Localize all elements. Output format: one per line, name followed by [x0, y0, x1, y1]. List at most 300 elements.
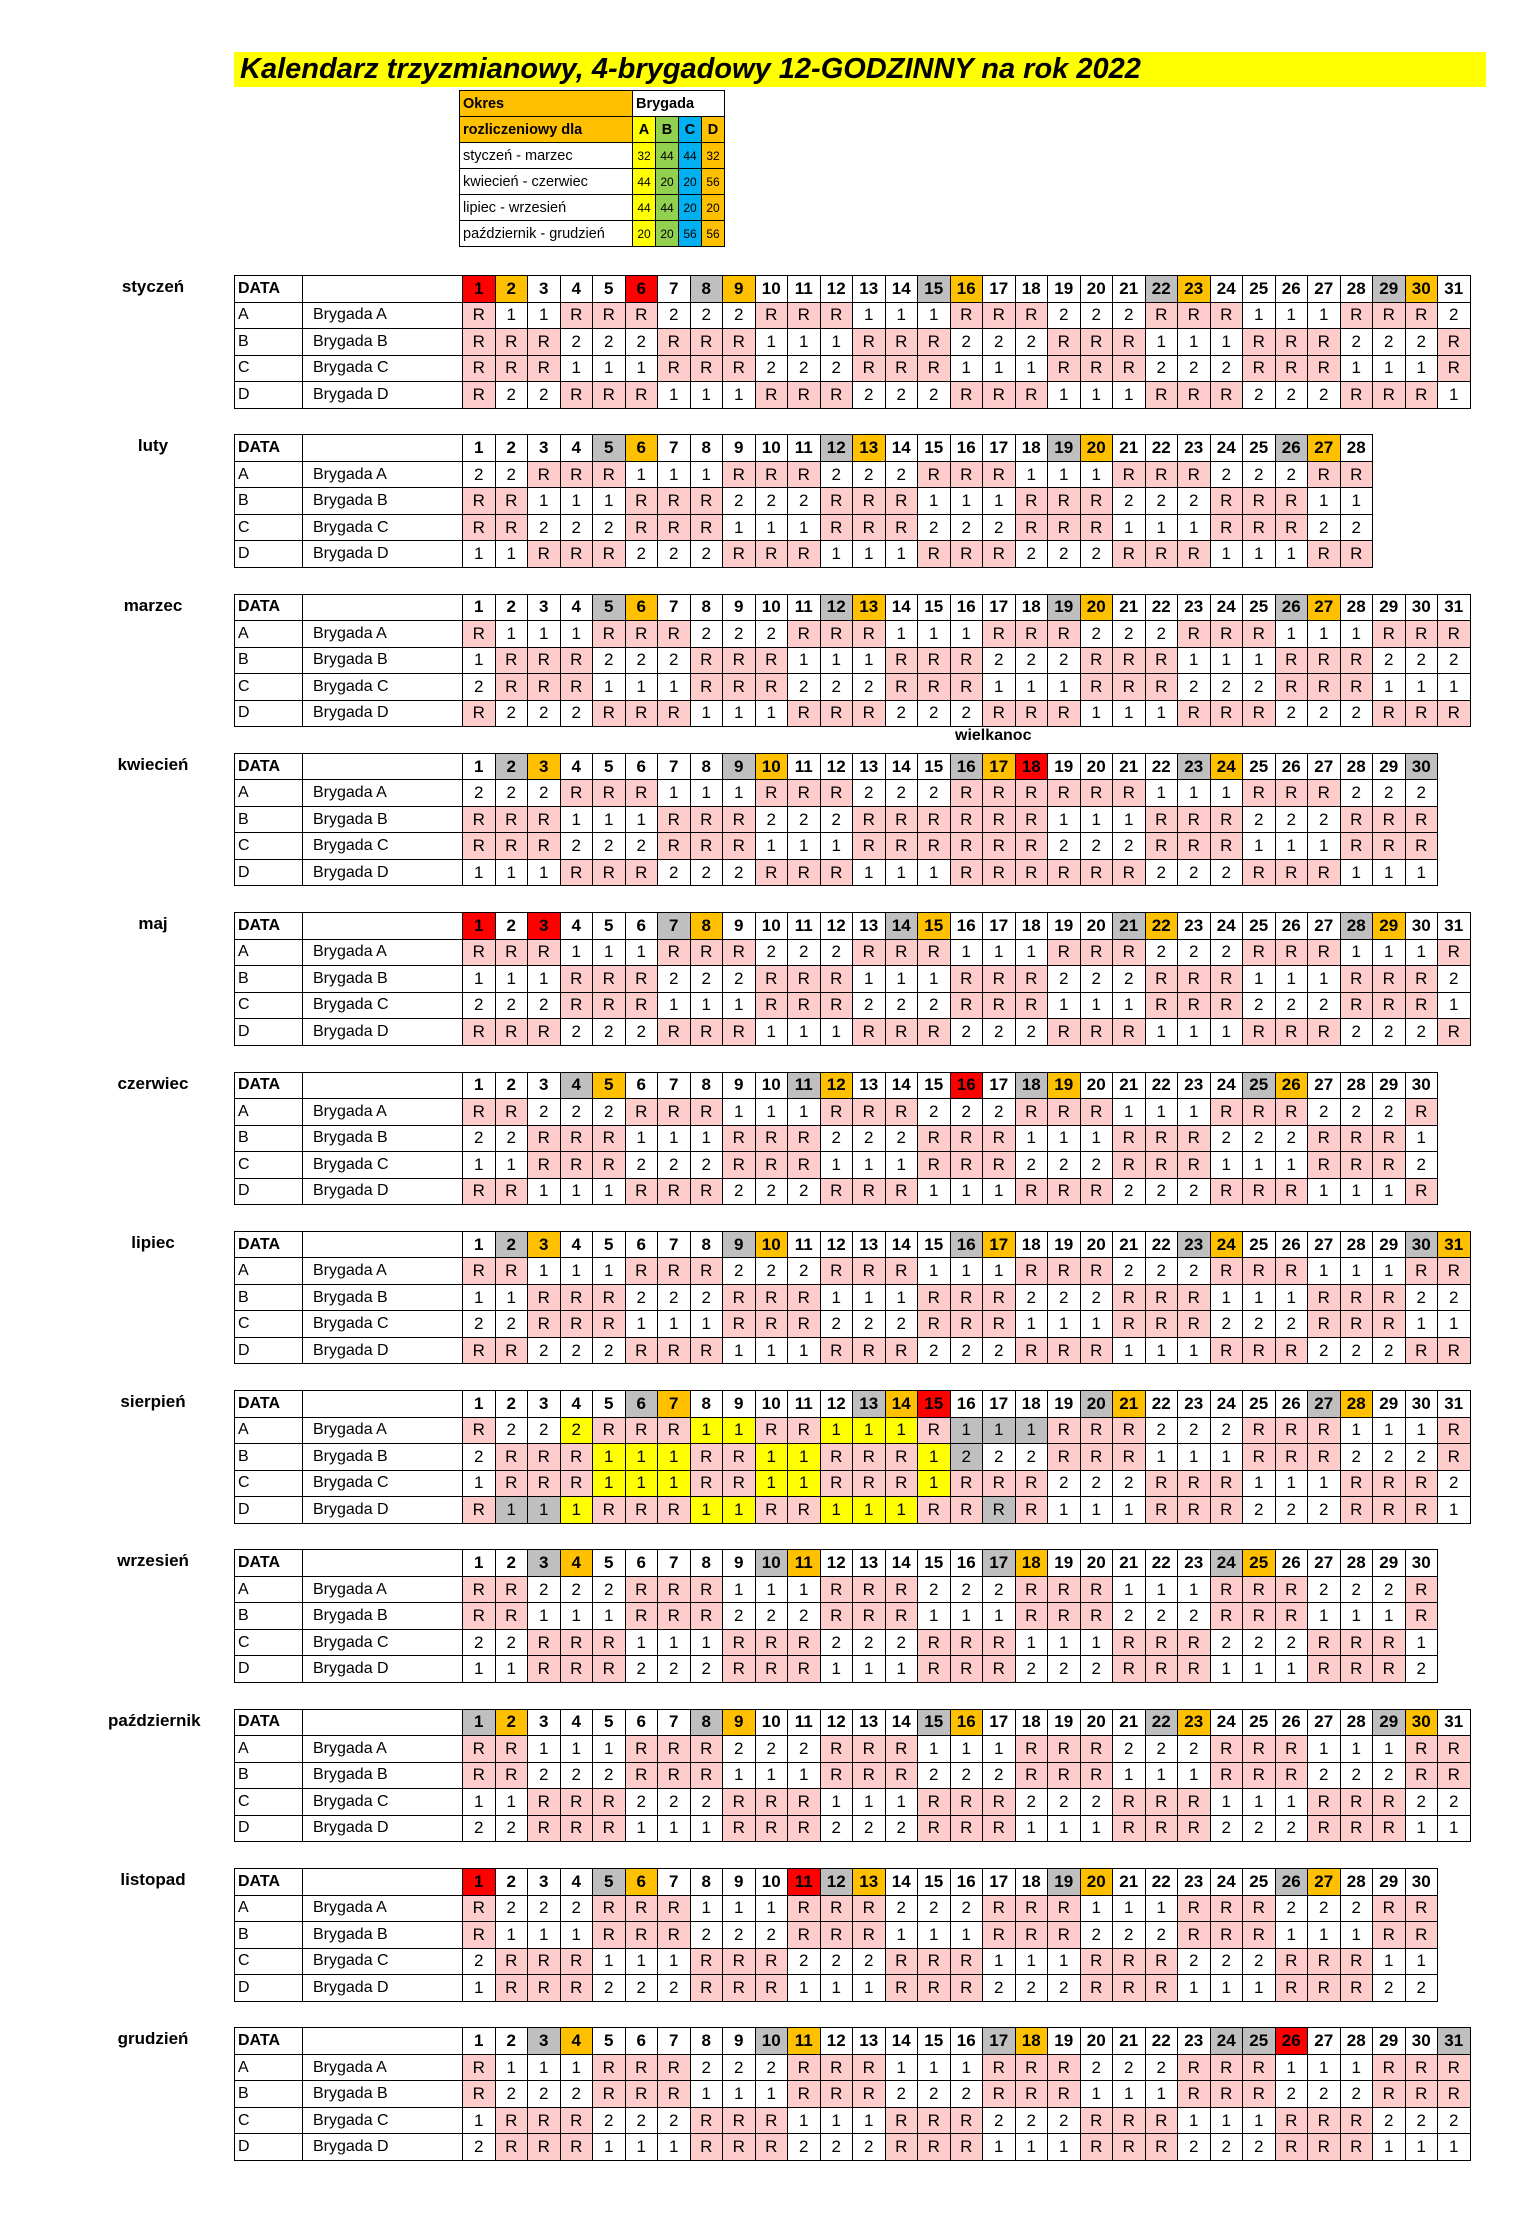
- shift-cell: R: [690, 488, 723, 515]
- day-header: 10: [755, 1550, 788, 1577]
- shift-cell: R: [885, 647, 918, 674]
- day-header: 25: [1243, 435, 1276, 462]
- shift-cell: 2: [1275, 1497, 1308, 1524]
- shift-cell: R: [1438, 329, 1471, 356]
- legend-hours-b: 44: [656, 143, 679, 169]
- shift-cell: R: [1373, 1656, 1406, 1683]
- shift-cell: R: [528, 674, 561, 701]
- shift-cell: 2: [755, 1258, 788, 1285]
- shift-cell: 2: [1308, 1895, 1341, 1922]
- shift-cell: R: [1340, 806, 1373, 833]
- shift-cell: R: [1308, 1975, 1341, 2002]
- shift-cell: 1: [1210, 541, 1243, 568]
- shift-cell: 1: [1015, 1417, 1048, 1444]
- shift-cell: 2: [885, 1125, 918, 1152]
- legend-header-period: Okres: [460, 91, 633, 117]
- day-header: 24: [1210, 435, 1243, 462]
- day-header: 30: [1405, 913, 1438, 940]
- shift-cell: 1: [983, 2134, 1016, 2161]
- shift-cell: R: [918, 461, 951, 488]
- shift-cell: 2: [528, 1895, 561, 1922]
- day-header: 21: [1113, 1231, 1146, 1258]
- day-header: 20: [1080, 1391, 1113, 1418]
- shift-cell: 1: [1438, 1311, 1471, 1338]
- shift-cell: 2: [820, 939, 853, 966]
- shift-cell: R: [560, 1656, 593, 1683]
- brigade-name: Brygada A: [303, 2054, 463, 2081]
- day-header: 28: [1340, 1391, 1373, 1418]
- brigade-id: A: [235, 461, 303, 488]
- shift-cell: 1: [820, 2107, 853, 2134]
- day-header: 31: [1438, 594, 1471, 621]
- day-header: 7: [658, 913, 691, 940]
- shift-cell: R: [950, 1948, 983, 1975]
- day-header: 28: [1340, 435, 1373, 462]
- shift-cell: 2: [1243, 1311, 1276, 1338]
- day-header: 13: [853, 276, 886, 303]
- shift-cell: 1: [983, 1948, 1016, 1975]
- day-header: 14: [885, 276, 918, 303]
- day-header: 8: [690, 753, 723, 780]
- day-header: 11: [788, 1709, 821, 1736]
- day-header: 13: [853, 1709, 886, 1736]
- shift-cell: 2: [1145, 1603, 1178, 1630]
- day-header: 9: [723, 1391, 756, 1418]
- day-header: 1: [463, 753, 496, 780]
- shift-cell: 1: [625, 1125, 658, 1152]
- brigade-id: A: [235, 621, 303, 648]
- day-header: 6: [625, 1550, 658, 1577]
- shift-cell: 1: [463, 1284, 496, 1311]
- shift-cell: R: [788, 541, 821, 568]
- legend-hours-d: 32: [702, 143, 725, 169]
- shift-cell: R: [1178, 1311, 1211, 1338]
- shift-cell: 1: [788, 1099, 821, 1126]
- legend-hours-a: 44: [633, 195, 656, 221]
- shift-cell: 2: [788, 1603, 821, 1630]
- shift-cell: R: [1243, 1762, 1276, 1789]
- shift-cell: 2: [495, 992, 528, 1019]
- shift-cell: R: [1275, 2134, 1308, 2161]
- shift-cell: R: [1275, 514, 1308, 541]
- shift-cell: R: [788, 992, 821, 1019]
- shift-cell: R: [1048, 939, 1081, 966]
- day-header: 25: [1243, 1709, 1276, 1736]
- shift-cell: 1: [820, 1019, 853, 1046]
- shift-cell: 2: [885, 461, 918, 488]
- shift-cell: R: [625, 992, 658, 1019]
- shift-cell: R: [1080, 1258, 1113, 1285]
- shift-cell: 1: [625, 1470, 658, 1497]
- brigade-id: C: [235, 1470, 303, 1497]
- shift-cell: R: [1405, 700, 1438, 727]
- shift-cell: 1: [723, 1099, 756, 1126]
- shift-cell: 2: [1308, 382, 1341, 409]
- shift-cell: R: [463, 329, 496, 356]
- shift-cell: 1: [788, 1019, 821, 1046]
- shift-cell: R: [1178, 1629, 1211, 1656]
- day-header: 5: [593, 1072, 626, 1099]
- shift-cell: R: [1340, 966, 1373, 993]
- shift-cell: 2: [690, 1656, 723, 1683]
- day-header: 23: [1178, 913, 1211, 940]
- shift-cell: 1: [853, 859, 886, 886]
- shift-cell: 1: [528, 1497, 561, 1524]
- shift-cell: 1: [1308, 1470, 1341, 1497]
- day-header: 6: [625, 435, 658, 462]
- shift-cell: 1: [560, 355, 593, 382]
- day-header: 7: [658, 276, 691, 303]
- shift-cell: 1: [788, 647, 821, 674]
- day-header: 11: [788, 753, 821, 780]
- shift-cell: R: [1145, 1470, 1178, 1497]
- day-header: 23: [1178, 594, 1211, 621]
- shift-cell: 2: [1113, 488, 1146, 515]
- shift-cell: 1: [1113, 382, 1146, 409]
- shift-cell: R: [495, 1019, 528, 1046]
- shift-cell: R: [1048, 1895, 1081, 1922]
- shift-cell: R: [918, 2134, 951, 2161]
- shift-cell: R: [1308, 1417, 1341, 1444]
- shift-cell: R: [918, 1125, 951, 1152]
- shift-cell: R: [918, 806, 951, 833]
- brigade-id: B: [235, 806, 303, 833]
- shift-cell: R: [1373, 2054, 1406, 2081]
- shift-cell: R: [1243, 1178, 1276, 1205]
- shift-cell: 1: [853, 541, 886, 568]
- shift-cell: R: [983, 1629, 1016, 1656]
- day-header: 30: [1405, 1550, 1438, 1577]
- day-header: 26: [1275, 913, 1308, 940]
- shift-cell: R: [1113, 859, 1146, 886]
- shift-cell: R: [1340, 1470, 1373, 1497]
- day-header: 29: [1373, 913, 1406, 940]
- shift-cell: 1: [528, 859, 561, 886]
- shift-cell: 1: [560, 1603, 593, 1630]
- brigade-id: B: [235, 1284, 303, 1311]
- shift-cell: R: [560, 302, 593, 329]
- shift-cell: R: [1243, 355, 1276, 382]
- shift-cell: 1: [853, 302, 886, 329]
- shift-cell: R: [1178, 1152, 1211, 1179]
- shift-cell: 1: [983, 1736, 1016, 1763]
- shift-cell: R: [593, 1125, 626, 1152]
- day-header: 22: [1145, 435, 1178, 462]
- day-header: 29: [1373, 2028, 1406, 2055]
- brigade-id: B: [235, 1125, 303, 1152]
- shift-cell: 2: [658, 302, 691, 329]
- shift-cell: R: [1405, 302, 1438, 329]
- shift-cell: 1: [1405, 355, 1438, 382]
- shift-cell: R: [983, 859, 1016, 886]
- shift-cell: R: [593, 461, 626, 488]
- day-header: 1: [463, 1072, 496, 1099]
- shift-cell: R: [950, 780, 983, 807]
- day-header: 2: [495, 1231, 528, 1258]
- day-header: 14: [885, 435, 918, 462]
- shift-cell: 2: [1275, 1629, 1308, 1656]
- brigade-id: A: [235, 1895, 303, 1922]
- shift-cell: 2: [1438, 966, 1471, 993]
- shift-cell: 2: [1015, 1656, 1048, 1683]
- shift-cell: R: [1243, 1258, 1276, 1285]
- shift-cell: R: [625, 700, 658, 727]
- shift-cell: R: [853, 2081, 886, 2108]
- legend-hours-a: 32: [633, 143, 656, 169]
- shift-cell: 1: [1113, 700, 1146, 727]
- day-header: 2: [495, 435, 528, 462]
- shift-cell: R: [1405, 806, 1438, 833]
- shift-cell: R: [723, 461, 756, 488]
- shift-cell: 2: [1340, 1895, 1373, 1922]
- shift-cell: 2: [560, 833, 593, 860]
- day-header: 3: [528, 276, 561, 303]
- shift-cell: R: [983, 541, 1016, 568]
- shift-cell: 2: [528, 382, 561, 409]
- day-header: 9: [723, 1709, 756, 1736]
- day-header: 28: [1340, 913, 1373, 940]
- shift-cell: 2: [723, 1736, 756, 1763]
- shift-cell: 2: [625, 1152, 658, 1179]
- shift-cell: 1: [593, 1258, 626, 1285]
- shift-cell: 2: [1048, 833, 1081, 860]
- shift-cell: 1: [918, 2054, 951, 2081]
- shift-cell: R: [1210, 833, 1243, 860]
- day-header: 5: [593, 1709, 626, 1736]
- shift-cell: R: [593, 1417, 626, 1444]
- shift-cell: 1: [1178, 647, 1211, 674]
- shift-cell: R: [1243, 1099, 1276, 1126]
- shift-cell: R: [1405, 1337, 1438, 1364]
- shift-cell: R: [560, 1284, 593, 1311]
- shift-cell: R: [885, 1178, 918, 1205]
- shift-cell: 2: [1145, 1258, 1178, 1285]
- shift-cell: 1: [983, 939, 1016, 966]
- shift-cell: R: [983, 806, 1016, 833]
- shift-cell: 1: [625, 939, 658, 966]
- shift-cell: 1: [788, 2107, 821, 2134]
- shift-cell: 1: [755, 1444, 788, 1471]
- shift-cell: R: [625, 1337, 658, 1364]
- shift-cell: 2: [1015, 541, 1048, 568]
- legend-period-1: kwiecień - czerwiec: [460, 169, 633, 195]
- shift-cell: R: [820, 382, 853, 409]
- shift-cell: 1: [625, 1311, 658, 1338]
- shift-cell: 1: [885, 1152, 918, 1179]
- shift-cell: 2: [1405, 2107, 1438, 2134]
- day-header: 26: [1275, 435, 1308, 462]
- day-header: 16: [950, 2028, 983, 2055]
- shift-cell: 1: [1275, 833, 1308, 860]
- shift-cell: 2: [1113, 302, 1146, 329]
- month-table-1: [234, 434, 1373, 568]
- day-header: 9: [723, 1869, 756, 1896]
- shift-cell: R: [983, 1470, 1016, 1497]
- shift-cell: 1: [1113, 514, 1146, 541]
- shift-cell: 1: [853, 1417, 886, 1444]
- shift-cell: R: [1015, 1497, 1048, 1524]
- shift-cell: 1: [885, 2054, 918, 2081]
- shift-cell: 1: [1048, 1125, 1081, 1152]
- shift-cell: R: [1438, 1258, 1471, 1285]
- shift-cell: R: [528, 541, 561, 568]
- day-header: 20: [1080, 753, 1113, 780]
- shift-cell: R: [690, 1019, 723, 1046]
- shift-cell: 1: [1080, 1815, 1113, 1842]
- shift-cell: R: [495, 647, 528, 674]
- day-header: 10: [755, 1391, 788, 1418]
- shift-cell: 1: [1048, 2134, 1081, 2161]
- shift-cell: R: [463, 302, 496, 329]
- shift-cell: R: [723, 329, 756, 356]
- shift-cell: 1: [788, 1762, 821, 1789]
- shift-cell: 2: [723, 1603, 756, 1630]
- day-header: 20: [1080, 1869, 1113, 1896]
- shift-cell: 2: [1145, 488, 1178, 515]
- shift-cell: 2: [885, 1311, 918, 1338]
- shift-cell: R: [560, 1815, 593, 1842]
- shift-cell: 1: [885, 1789, 918, 1816]
- shift-cell: 2: [690, 1152, 723, 1179]
- shift-cell: R: [1210, 1258, 1243, 1285]
- shift-cell: R: [723, 1656, 756, 1683]
- shift-cell: 1: [1405, 1417, 1438, 1444]
- shift-cell: R: [528, 1789, 561, 1816]
- shift-cell: 2: [983, 1444, 1016, 1471]
- day-header: 27: [1308, 1231, 1341, 1258]
- shift-cell: R: [593, 966, 626, 993]
- shift-cell: 1: [1015, 674, 1048, 701]
- shift-cell: 1: [885, 1497, 918, 1524]
- shift-cell: R: [1308, 1789, 1341, 1816]
- shift-cell: R: [625, 1895, 658, 1922]
- shift-cell: 1: [755, 329, 788, 356]
- shift-cell: R: [1308, 355, 1341, 382]
- shift-cell: R: [1145, 1948, 1178, 1975]
- day-header: 19: [1048, 1869, 1081, 1896]
- shift-cell: R: [1113, 1629, 1146, 1656]
- legend-hours-b: 20: [656, 221, 679, 247]
- shift-cell: 2: [950, 1895, 983, 1922]
- day-header: 7: [658, 2028, 691, 2055]
- day-header: 27: [1308, 1391, 1341, 1418]
- shift-cell: R: [918, 647, 951, 674]
- shift-cell: R: [820, 780, 853, 807]
- shift-cell: 2: [625, 329, 658, 356]
- brigade-name: Brygada A: [303, 1895, 463, 1922]
- shift-cell: R: [1178, 1789, 1211, 1816]
- shift-cell: 2: [1145, 621, 1178, 648]
- shift-cell: R: [1373, 1815, 1406, 1842]
- day-header: 18: [1015, 1869, 1048, 1896]
- shift-cell: R: [788, 1497, 821, 1524]
- shift-cell: 1: [983, 355, 1016, 382]
- shift-cell: R: [723, 1975, 756, 2002]
- brigade-id: A: [235, 780, 303, 807]
- shift-cell: 1: [885, 966, 918, 993]
- shift-cell: 1: [625, 461, 658, 488]
- shift-cell: R: [1048, 1736, 1081, 1763]
- shift-cell: 2: [1308, 1576, 1341, 1603]
- day-header: 3: [528, 1391, 561, 1418]
- shift-cell: R: [1015, 382, 1048, 409]
- brigade-id: B: [235, 647, 303, 674]
- shift-cell: 1: [755, 1895, 788, 1922]
- shift-cell: R: [723, 1152, 756, 1179]
- shift-cell: 2: [820, 674, 853, 701]
- brigade-id: A: [235, 2054, 303, 2081]
- day-header: 31: [1438, 2028, 1471, 2055]
- day-header: 6: [625, 1231, 658, 1258]
- shift-cell: R: [463, 1603, 496, 1630]
- shift-cell: R: [593, 382, 626, 409]
- shift-cell: 1: [1373, 1258, 1406, 1285]
- brigade-name: Brygada B: [303, 966, 463, 993]
- shift-cell: 2: [1405, 1284, 1438, 1311]
- day-header: 4: [560, 1709, 593, 1736]
- shift-cell: R: [690, 939, 723, 966]
- shift-cell: R: [788, 2054, 821, 2081]
- shift-cell: R: [593, 1656, 626, 1683]
- shift-cell: 1: [1113, 2081, 1146, 2108]
- shift-cell: R: [1243, 621, 1276, 648]
- day-header: 2: [495, 1072, 528, 1099]
- shift-cell: 2: [1178, 2134, 1211, 2161]
- shift-cell: 1: [1113, 992, 1146, 1019]
- shift-cell: R: [593, 1497, 626, 1524]
- shift-cell: R: [658, 1417, 691, 1444]
- day-header: 21: [1113, 753, 1146, 780]
- shift-cell: 2: [853, 674, 886, 701]
- shift-cell: R: [1210, 700, 1243, 727]
- shift-cell: 1: [560, 2054, 593, 2081]
- shift-cell: R: [788, 700, 821, 727]
- day-header: 20: [1080, 2028, 1113, 2055]
- day-header: 4: [560, 1869, 593, 1896]
- legend-hours-c: 44: [679, 143, 702, 169]
- shift-cell: 2: [1243, 2134, 1276, 2161]
- shift-cell: 1: [1308, 1258, 1341, 1285]
- shift-cell: R: [1113, 1948, 1146, 1975]
- shift-cell: R: [950, 1125, 983, 1152]
- shift-cell: 2: [560, 2081, 593, 2108]
- shift-cell: R: [1015, 2081, 1048, 2108]
- shift-cell: R: [885, 488, 918, 515]
- day-header: 5: [593, 1550, 626, 1577]
- shift-cell: 2: [1405, 1444, 1438, 1471]
- shift-cell: R: [463, 2054, 496, 2081]
- shift-cell: R: [1048, 1444, 1081, 1471]
- shift-cell: R: [690, 1762, 723, 1789]
- date-header: DATA: [235, 435, 303, 462]
- shift-cell: 1: [885, 621, 918, 648]
- shift-cell: R: [1145, 1975, 1178, 2002]
- day-header: 16: [950, 594, 983, 621]
- day-header: 29: [1373, 1072, 1406, 1099]
- shift-cell: R: [463, 1576, 496, 1603]
- day-header: 3: [528, 1072, 561, 1099]
- shift-cell: R: [1340, 1152, 1373, 1179]
- shift-cell: R: [528, 1444, 561, 1471]
- shift-cell: 2: [1048, 966, 1081, 993]
- shift-cell: 1: [820, 833, 853, 860]
- shift-cell: R: [1275, 1019, 1308, 1046]
- shift-cell: 1: [983, 488, 1016, 515]
- shift-cell: R: [560, 859, 593, 886]
- shift-cell: 2: [1178, 674, 1211, 701]
- day-header: 1: [463, 276, 496, 303]
- shift-cell: R: [463, 1178, 496, 1205]
